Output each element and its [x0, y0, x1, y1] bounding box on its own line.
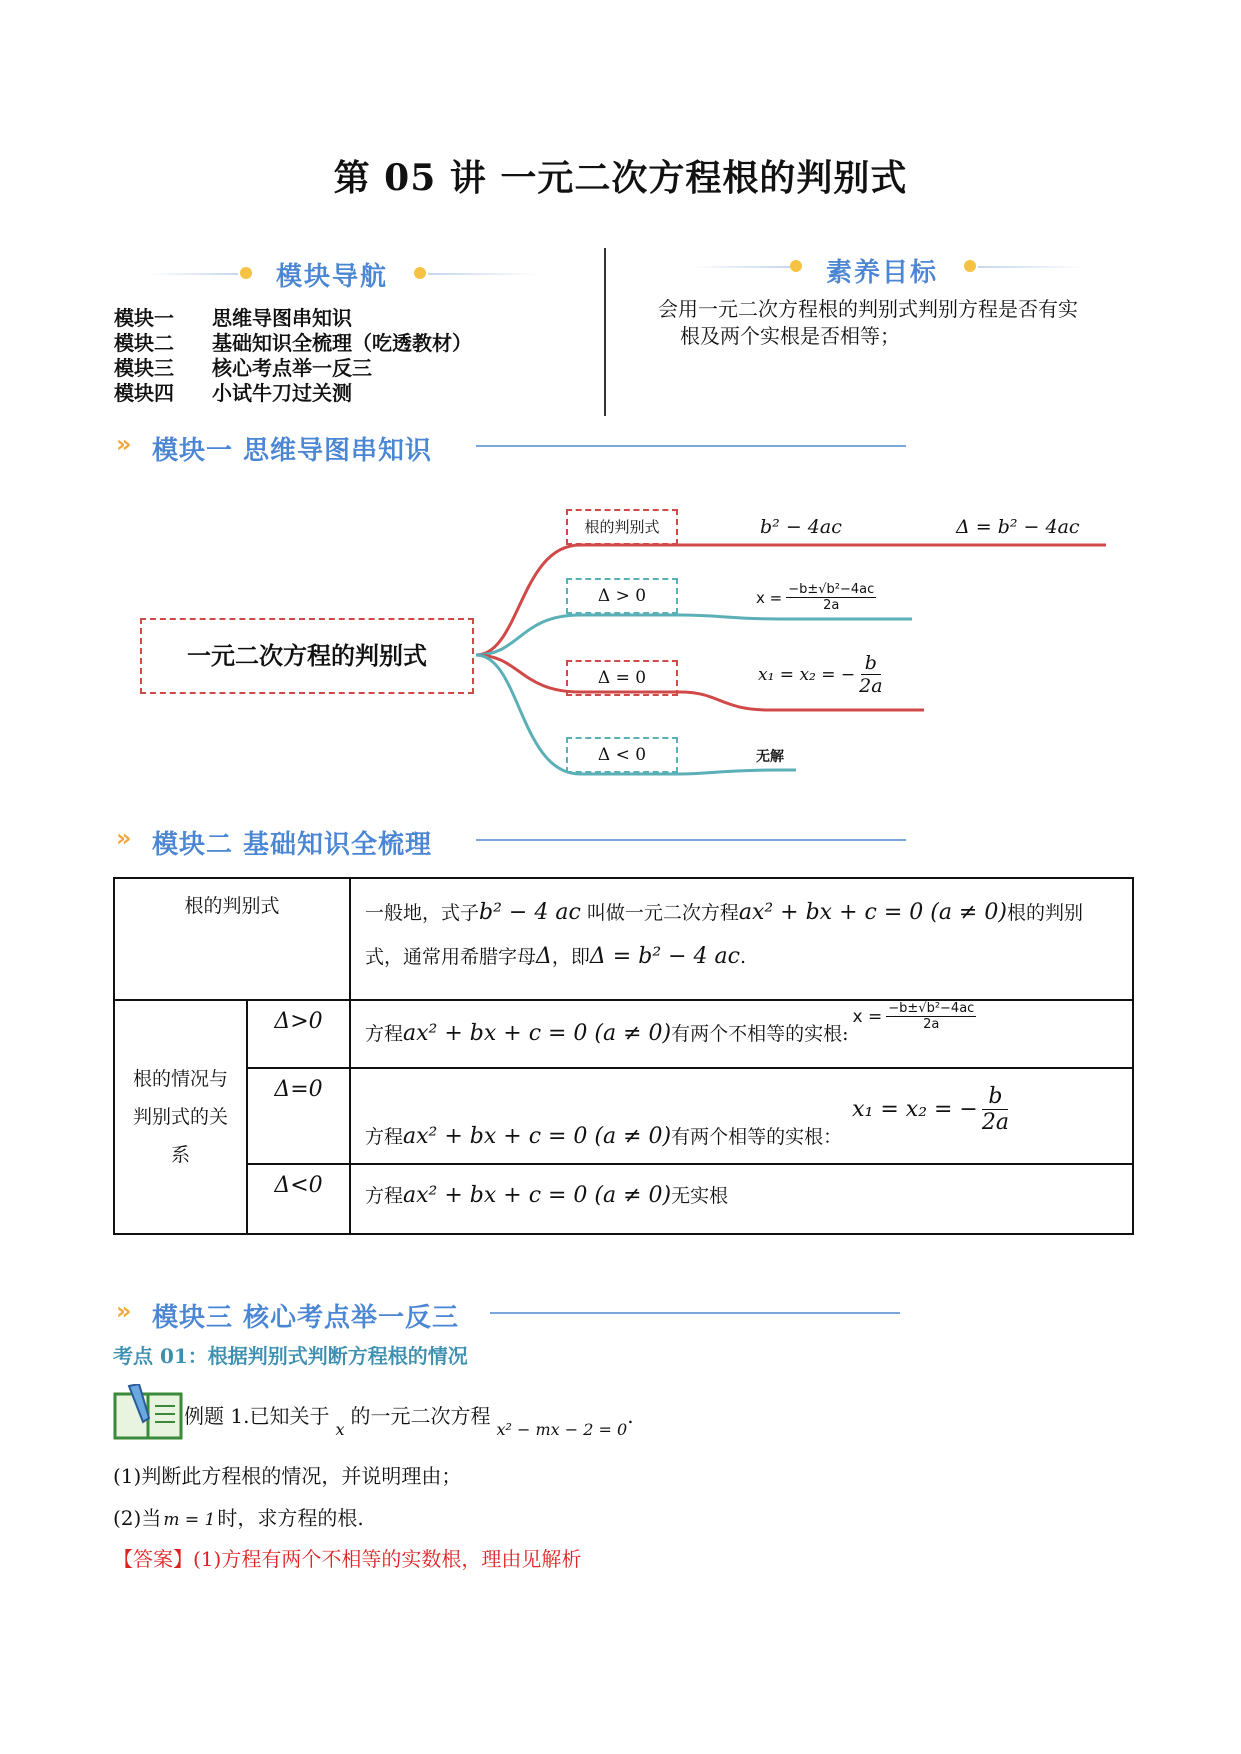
mindmap-node-delta-eq — [566, 660, 678, 696]
mindmap-node-delta-lt-label: Δ < 0 — [597, 745, 647, 765]
knowledge-table — [113, 877, 1134, 1235]
nav-header: 模块导航 — [276, 262, 389, 292]
section1-line — [476, 445, 906, 447]
goal-text — [658, 296, 1148, 350]
mindmap-node-delta-eq-label: Δ = 0 — [597, 668, 647, 688]
kaodian-title: 考点 01：根据判别式判断方程根的情况 — [113, 1344, 468, 1368]
section2-line — [476, 839, 906, 841]
nav-item-3: 模块三 核心考点举一反三 — [114, 356, 372, 380]
mindmap-node-delta-gt-label: Δ > 0 — [597, 586, 647, 606]
mindmap-center-label: 一元二次方程的判别式 — [187, 642, 427, 670]
table-cell-result-lt: 方程ax² + bx + c = 0 (a ≠ 0)无实根 — [350, 1164, 1133, 1234]
mindmap-node-delta-gt — [566, 578, 678, 614]
example-q1: (1)判断此方程根的情况，并说明理由； — [113, 1464, 462, 1488]
section1-arrow-icon: » — [116, 430, 132, 458]
goal-line-1: 会用一元二次方程根的判别式判别方程是否有实 — [658, 297, 1078, 321]
table-row — [114, 1164, 1133, 1234]
section2-header: 模块二 基础知识全梳理 — [152, 830, 433, 860]
mindmap-node-discriminant — [566, 509, 678, 545]
mindmap-node-delta-lt — [566, 737, 678, 773]
section1-header: 模块一 思维导图串知识 — [152, 436, 433, 466]
mindmap-center-node — [140, 618, 474, 694]
section3-line — [490, 1312, 900, 1314]
mindmap-formula-b2-4ac: b² − 4ac — [760, 516, 842, 538]
table-row — [114, 878, 1133, 1000]
branch-2-line — [476, 615, 912, 655]
table-row — [114, 1068, 1133, 1164]
goal-header-line-right — [978, 266, 1088, 268]
table-cell-cond-gt: Δ>0 — [247, 1000, 350, 1068]
nav-header-line-right — [428, 273, 538, 275]
mindmap-no-solution: 无解 — [756, 749, 784, 765]
column-divider — [604, 248, 606, 416]
section3-header: 模块三 核心考点举一反三 — [152, 1303, 460, 1333]
table-cell-discriminant-label: 根的判别式 — [114, 878, 350, 1000]
table-cell-result-eq: 方程 ax² + bx + c = 0 (a ≠ 0) 有两个相等的实根： x₁ = x₂ = − $\frac{b}{2a}$ — [350, 1068, 1133, 1164]
goal-header-dot-left — [790, 260, 802, 272]
goal-line-2: 根及两个实根是否相等； — [680, 324, 900, 348]
example-question: 例题 1.已知关于$_x$的一元二次方程$_{x^2 - mx - 2 = 0}$. — [184, 1404, 634, 1439]
book-pencil-icon — [113, 1384, 183, 1442]
table-cell-relation-label: 根的情况与判别式的关系 — [114, 1000, 247, 1234]
nav-item-2: 模块二 基础知识全梳理（吃透教材） — [114, 331, 472, 355]
nav-item-1: 模块一 思维导图串知识 — [114, 306, 352, 330]
nav-header-line-left — [150, 273, 238, 275]
mindmap-formula-delta: Δ = b² − 4ac — [956, 516, 1080, 538]
table-cell-result-gt: 方程 ax² + bx + c = 0 (a ≠ 0) 有两个不相等的实根: x = $\frac{\text{−b±√b²−4ac}}{2a}$ — [350, 1000, 1133, 1068]
nav-header-dot-left — [240, 267, 252, 279]
mindmap-node-discriminant-label: 根的判别式 — [584, 518, 660, 536]
mindmap-formula-equal-roots: x₁ = x₂ = − $\frac{b}{2a}$ — [758, 652, 883, 697]
goal-header-line-left — [690, 266, 790, 268]
page-title: 第 05 讲 一元二次方程根的判别式 — [333, 157, 908, 199]
example-answer: 【答案】(1)方程有两个不相等的实数根，理由见解析 — [113, 1547, 582, 1571]
table-cell-cond-lt: Δ<0 — [247, 1164, 350, 1234]
section2-arrow-icon: » — [116, 824, 132, 852]
goal-header-dot-right — [964, 260, 976, 272]
nav-item-4: 模块四 小试牛刀过关测 — [114, 381, 352, 405]
mindmap-formula-roots: x = $\frac{\text{−b±√b²−4ac}}{2a}$ — [756, 582, 875, 613]
example-q2: (2)当 m = 1 时，求方程的根. — [113, 1506, 364, 1530]
nav-header-dot-right — [414, 267, 426, 279]
table-cell-cond-eq: Δ=0 — [247, 1068, 350, 1164]
table-row — [114, 1000, 1133, 1068]
goal-header: 素养目标 — [826, 258, 939, 288]
section3-arrow-icon: » — [116, 1297, 132, 1325]
table-cell-discriminant-def: 一般地，式子b² − 4 ac 叫做一元二次方程ax² + bx + c = 0 (a ≠ 0)根的判别 式，通常用希腊字母Δ，即Δ = b² − 4 ac. — [350, 878, 1133, 1000]
